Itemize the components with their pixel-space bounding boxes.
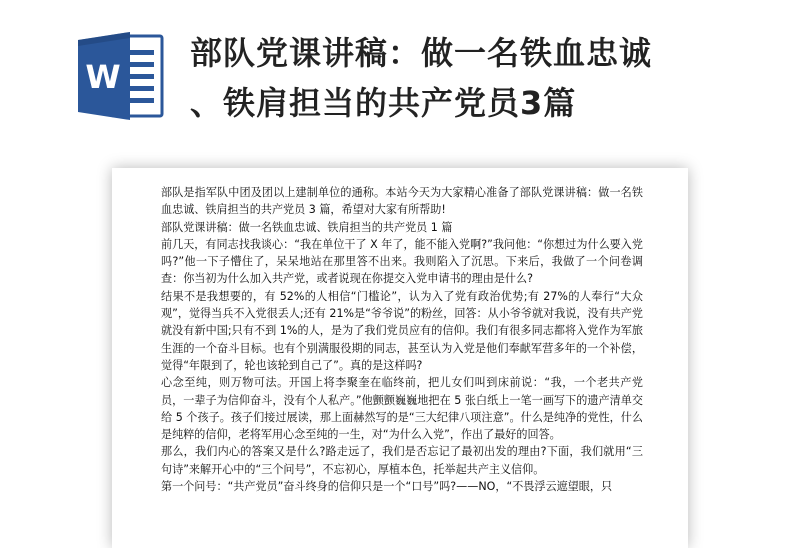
paragraph: 前几天，有同志找我谈心：“我在单位干了 X 年了，能不能入党啊?”我问他：“你想过为什么要入党吗?”他一下子懵住了，呆呆地站在那里答不出来。我则陷入了沉思。下来后，我做了一个问卷调查：你当初为什么加入共产党，或者说现在你提交入党申请书的理由是什么? xyxy=(161,237,643,286)
paragraph-heading: 部队党课讲稿：做一名铁血忠诚、铁肩担当的共产党员 1 篇 xyxy=(161,220,453,234)
document-body xyxy=(161,184,643,495)
word-icon-letter: W xyxy=(85,58,121,96)
header xyxy=(0,0,800,150)
paragraph-intro: 部队是指军队中团及团以上建制单位的通称。本站今天为大家精心准备了部队党课讲稿：做一名铁血忠诚、铁肩担当的共产党员 3 篇，希望对大家有所帮助! xyxy=(161,186,643,217)
paragraph: 结果不是我想要的，有 52%的人相信“门槛论”，认为入了党有政治优势;有 27%的人奉行“大众观”，觉得当兵不入党很丢人;还有 21%是“爷爷说”的粉丝，回答：从小爷爷就对我说，没有共产党就没有新中国;只有不到 1%的人，是为了我们党员应有的信仰。我们有很多同志都将入党作为军旅生涯的一个奋斗目标。也有个别满服役期的同志，甚至认为入党是他们奉献军营多年的一个补偿，觉得“年限到了，轮也该轮到自己了”。真的是这样吗? xyxy=(161,289,643,372)
paragraph: 那么，我们内心的答案又是什么?路走远了，我们是否忘记了最初出发的理由?下面，我们就用“三句诗”来解开心中的“三个问号”，不忘初心，厚植本色，托举起共产主义信仰。 xyxy=(161,445,643,476)
paragraph: 心念至纯，则万物可法。开国上将李聚奎在临终前，把儿女们叫到床前说：“我，一个老共产党员，一辈子为信仰奋斗，没有个人私产。”他颤颤巍巍地把在 5 张白纸上一笔一画写下的遗产清单交给 5 个孩子。孩子们接过展读，那上面赫然写的是“三大纪律八项注意”。什么是纯净的党性，什么是纯粹的信仰，老将军用心念至纯的一生，对“为什么入党”，作出了最好的回答。 xyxy=(161,376,643,442)
document-title xyxy=(190,28,770,128)
title-line-1: 部队党课讲稿：做一名铁血忠诚 xyxy=(190,34,653,72)
paragraph: 第一个问号：“共产党员”奋斗终身的信仰只是一个“口号”吗?——NO，“不畏浮云遮望眼，只 xyxy=(161,480,613,494)
word-document-icon xyxy=(78,30,166,122)
title-line-2: 、铁肩担当的共产党员3篇 xyxy=(190,84,577,122)
